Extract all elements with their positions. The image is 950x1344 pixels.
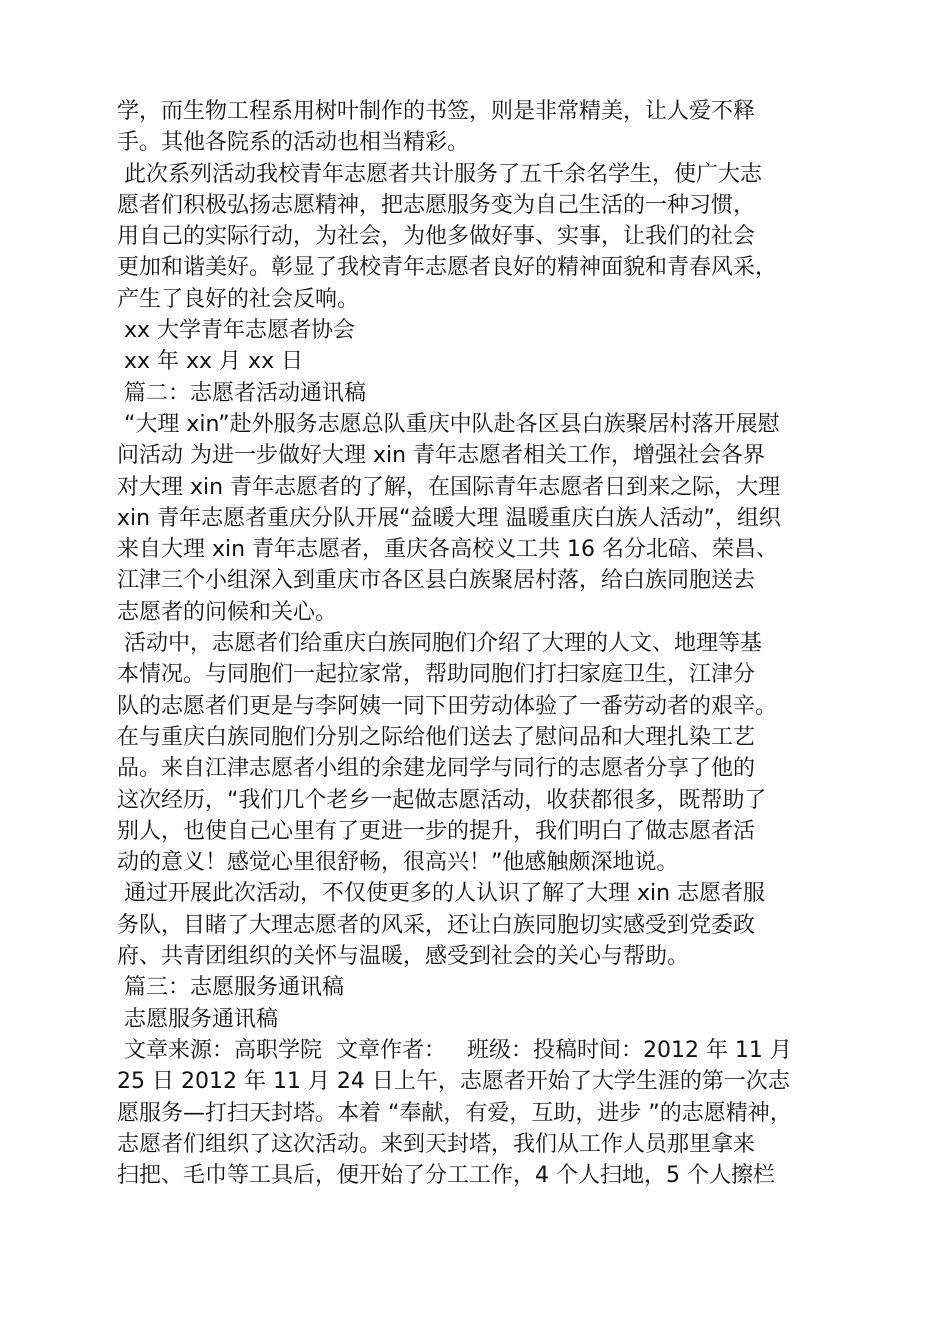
text-line: 更加和谐美好。彰显了我校青年志愿者良好的精神面貌和青春风采，	[117, 255, 778, 281]
text-line: 问活动 为进一步做好大理 xin 青年志愿者相关工作，增强社会各界	[117, 443, 766, 469]
text-line: 愿服务—打扫天封塔。本着 “奉献，有爱，互助，进步 ”的志愿精神，	[117, 1100, 792, 1126]
text-line: 此次系列活动我校青年志愿者共计服务了五千余名学生，使广大志	[117, 161, 762, 187]
text-line: 产生了良好的社会反响。	[117, 286, 360, 312]
text-line: 在与重庆白族同胞们分别之际给他们送去了慰问品和大理扎染工艺	[117, 724, 756, 750]
text-line: 志愿者们组织了这次活动。来到天封塔，我们从工作人员那里拿来	[117, 1131, 756, 1157]
text-line: 志愿者的问候和关心。	[117, 599, 338, 625]
text-line: 来自大理 xin 青年志愿者，重庆各高校义工共 16 名分北碚、荣昌、	[117, 537, 779, 563]
text-line: 动的意义！感觉心里很舒畅，很高兴！”他感触颇深地说。	[117, 850, 679, 876]
text-line: 对大理 xin 青年志愿者的了解，在国际青年志愿者日到来之际，大理	[117, 474, 781, 500]
signature-organization: xx 大学青年志愿者协会	[117, 318, 356, 344]
text-line: 手。其他各院系的活动也相当精彩。	[117, 130, 470, 156]
text-line: 25 日 2012 年 11 月 24 日上午，志愿者开始了大学生涯的第一次志	[117, 1069, 790, 1095]
text-line: 活动中，志愿者们给重庆白族同胞们介绍了大理的人文、地理等基	[117, 631, 762, 657]
text-line: “大理 xin”赴外服务志愿总队重庆中队赴各区县白族聚居村落开展慰	[117, 411, 780, 437]
text-line: 务队，目睹了大理志愿者的风采，还让白族同胞切实感受到党委政	[117, 912, 756, 938]
text-line: 江津三个小组深入到重庆市各区县白族聚居村落，给白族同胞送去	[117, 568, 756, 594]
text-line: 本情况。与同胞们一起拉家常，帮助同胞们打扫家庭卫生，江津分	[117, 662, 756, 688]
text-line: 通过开展此次活动，不仅使更多的人认识了解了大理 xin 志愿者服	[117, 881, 766, 907]
text-line: 用自己的实际行动，为社会，为他多做好事、实事，让我们的社会	[117, 224, 756, 250]
text-line: xin 青年志愿者重庆分队开展“益暖大理 温暖重庆白族人活动”，组织	[117, 505, 781, 531]
text-line: 文章来源：高职学院 文章作者： 班级：投稿时间：2012 年 11 月	[117, 1037, 792, 1063]
text-line: 学，而生物工程系用树叶制作的书签，则是非常精美，让人爱不释	[117, 99, 756, 124]
text-line: 愿者们积极弘扬志愿精神，把志愿服务变为自己生活的一种习惯，	[117, 192, 756, 218]
text-line: 府、共青团组织的关怀与温暖，感受到社会的关心与帮助。	[117, 944, 690, 970]
text-line: 扫把、毛巾等工具后，便开始了分工工作，4 个人扫地，5 个人擦栏	[117, 1163, 775, 1189]
text-line: 别人，也使自己心里有了更进一步的提升，我们明白了做志愿者活	[117, 818, 756, 844]
section-heading-3: 篇三：志愿服务通讯稿	[117, 975, 344, 1001]
text-line: 队的志愿者们更是与李阿姨一同下田劳动体验了一番劳动者的艰辛。	[117, 693, 778, 719]
text-line: 品。来自江津志愿者小组的余建龙同学与同行的志愿者分享了他的	[117, 756, 756, 782]
section-heading-2: 篇二：志愿者活动通讯稿	[117, 380, 366, 406]
article-title: 志愿服务通讯稿	[117, 1006, 278, 1032]
signature-date: xx 年 xx 月 xx 日	[117, 349, 304, 375]
text-line: 这次经历，“我们几个老乡一起做志愿活动，收获都很多，既帮助了	[117, 787, 767, 813]
document-body	[117, 96, 847, 1191]
